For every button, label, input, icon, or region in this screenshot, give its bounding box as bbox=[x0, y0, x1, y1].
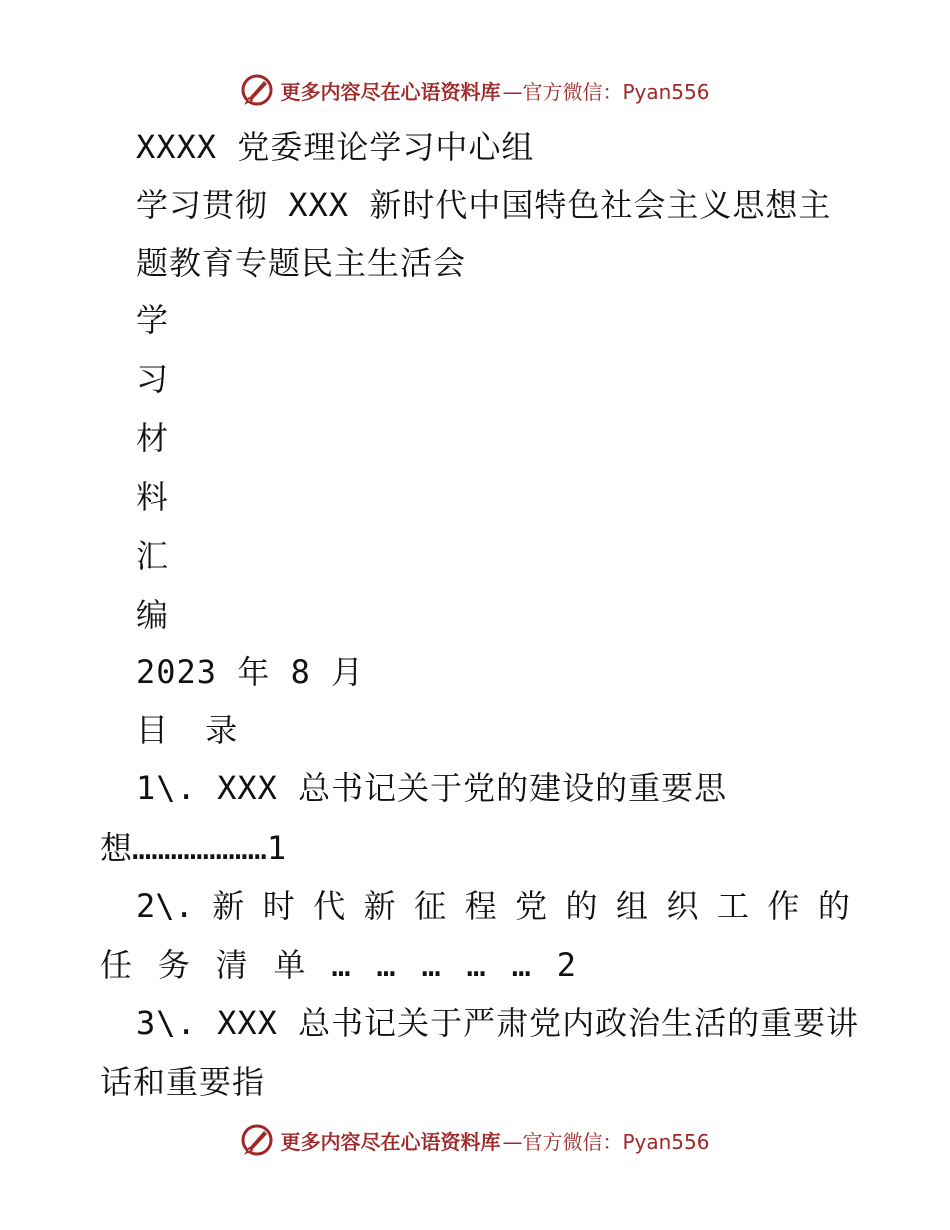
vertical-char: 编 bbox=[136, 596, 170, 634]
toc-char: 务 bbox=[157, 946, 190, 984]
toc-char: … bbox=[421, 946, 441, 984]
toc-item-1-line-1: 1\. XXX 总书记关于党的建设的重要思 bbox=[136, 769, 728, 807]
toc-char: 程 bbox=[464, 887, 497, 925]
toc-item-3-line-1: 3\. XXX 总书记关于严肃党内政治生活的重要讲 bbox=[136, 1004, 860, 1042]
toc-char: 时 bbox=[262, 887, 295, 925]
toc-item-2-line-1 bbox=[136, 886, 850, 926]
toc-char: 组 bbox=[616, 887, 649, 925]
vertical-char: 料 bbox=[136, 478, 170, 516]
toc-char: 清 bbox=[215, 946, 248, 984]
watermark-sub-text: —官方微信：Pyan556 bbox=[502, 1129, 710, 1154]
toc-char: … bbox=[376, 946, 396, 984]
toc-char: 的 bbox=[817, 887, 850, 925]
document-date: 2023 年 8 月 bbox=[136, 653, 365, 691]
vertical-char: 习 bbox=[136, 360, 170, 398]
vertical-char: 汇 bbox=[136, 537, 170, 575]
toc-item-3-line-2: 话和重要指 bbox=[100, 1063, 266, 1101]
title-line-2: 学习贯彻 XXX 新时代中国特色社会主义思想主 bbox=[136, 186, 832, 224]
toc-item-2-line-2 bbox=[100, 945, 576, 985]
toc-char: 织 bbox=[666, 887, 699, 925]
toc-heading: 目 录 bbox=[136, 711, 247, 749]
toc-item-1-line-2: 想…………………1 bbox=[100, 829, 287, 867]
toc-char: … bbox=[466, 946, 486, 984]
toc-char: 作 bbox=[767, 887, 800, 925]
quill-pen-icon bbox=[240, 1123, 274, 1157]
toc-char: 2\. bbox=[136, 887, 194, 925]
toc-char: 任 bbox=[100, 946, 133, 984]
toc-char: 工 bbox=[716, 887, 749, 925]
toc-char: 党 bbox=[515, 887, 548, 925]
title-line-1: XXXX 党委理论学习中心组 bbox=[136, 128, 535, 166]
toc-char: 单 bbox=[273, 946, 306, 984]
watermark-main-text: 更多内容尽在心语资料库 bbox=[280, 1129, 501, 1154]
toc-char: … bbox=[511, 946, 531, 984]
toc-char: 的 bbox=[565, 887, 598, 925]
toc-char: 新 bbox=[363, 887, 396, 925]
toc-char: … bbox=[331, 946, 351, 984]
toc-char: 2 bbox=[556, 946, 576, 984]
vertical-char: 学 bbox=[136, 301, 170, 339]
title-line-3: 题教育专题民主生活会 bbox=[136, 244, 467, 282]
watermark-sub-text: —官方微信：Pyan556 bbox=[502, 79, 710, 104]
vertical-char: 材 bbox=[136, 419, 170, 457]
toc-char: 新 bbox=[212, 887, 245, 925]
toc-char: 征 bbox=[414, 887, 447, 925]
footer-watermark bbox=[0, 1120, 950, 1160]
watermark-main-text: 更多内容尽在心语资料库 bbox=[280, 79, 501, 104]
toc-char: 代 bbox=[313, 887, 346, 925]
